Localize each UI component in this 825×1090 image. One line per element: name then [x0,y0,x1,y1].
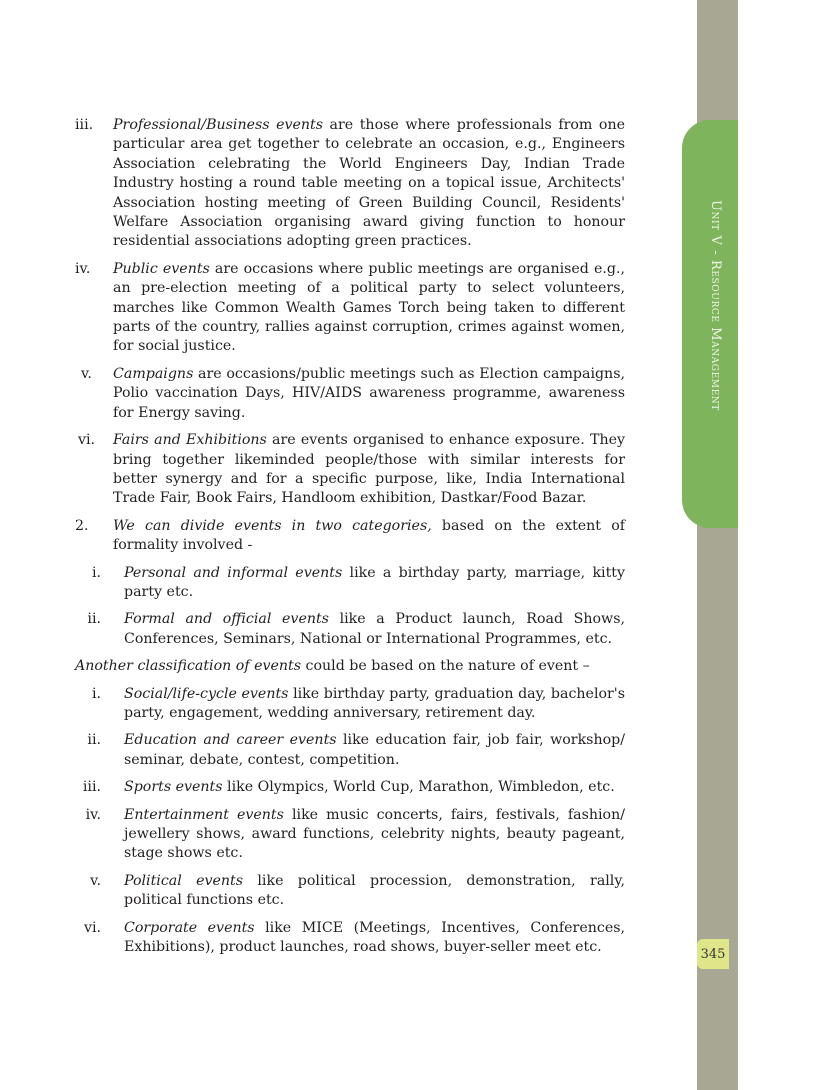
event-term: Formal and official events [124,611,329,628]
event-term: Entertainment events [124,806,284,823]
list-item [75,431,625,509]
list-marker: i. [91,564,101,581]
point-description: based on the extent of formality involved - [113,517,625,554]
list-marker: iv. [85,806,101,823]
list-item [75,260,625,357]
list-marker: iii. [82,779,101,796]
event-term: Fairs and Exhibitions [113,432,267,449]
list-marker: ii. [87,732,101,749]
classification-term: Another classification of events [75,658,302,675]
event-term: Social/life-cycle events [124,685,289,702]
list-item [75,685,625,724]
list-item [75,116,625,252]
event-description: are occasions/public meetings such as Election campaigns, Polio vaccination Days, HIV/AIDS awareness programme, awareness for Energy saving. [113,365,625,421]
list-marker: iii. [75,117,94,133]
event-term: Professional/Business events [113,117,324,133]
list-item [75,872,625,911]
event-description: are events organised to enhance exposure. They bring together likeminded people/those with similar interests for better synergy and for a specific purpose, like, India International Trade Fair, Book Fairs, Handloom exhibition, Dastkar/Food Bazar. [113,432,625,507]
event-description: like MICE (Meetings, Incentives, Conferences, Exhibitions), product launches, road shows, buyer-seller meet etc. [124,919,626,956]
event-description: like Olympics, World Cup, Marathon, Wimbledon, etc. [222,779,615,796]
list-item [75,365,625,423]
event-description: like birthday party, graduation day, bachelor's party, engagement, wedding anniversary, retirement day. [124,685,625,721]
list-marker: iv. [75,260,91,277]
numbered-point [75,517,625,556]
list-marker: i. [91,685,101,702]
event-term: Political events [124,872,244,889]
page-number: 345 [697,939,729,969]
list-item [75,778,625,797]
event-description: like education fair, job fair, workshop/ seminar, debate, contest, competition. [124,732,626,768]
list-marker: vi. [78,432,96,449]
list-item [75,564,625,603]
list-marker: vi. [83,919,101,936]
event-term: Personal and informal events [124,564,343,581]
list-item [75,731,625,770]
page-content [75,116,625,965]
list-marker: v. [90,872,101,889]
list-marker: 2. [75,517,89,534]
point-term: We can divide events in two categories, [113,517,432,534]
list-marker: v. [81,365,92,382]
list-item [75,806,625,864]
event-description: like a Product launch, Road Shows, Conferences, Seminars, National or International Programmes, etc. [124,611,625,647]
classification-text: could be based on the nature of event – [301,658,590,675]
event-description: are occasions where public meetings are organised e.g., an pre-election meeting of a political party to select volunteers, marches like Common Wealth Games Torch being taken to different parts of the country, rallies against corruption, crimes against women, for social justice. [113,260,625,355]
unit-label: Unit V - Resource Management [708,200,723,411]
event-description: are those where professionals from one particular area get together to celebrate an occasion, e.g., Engineers Association celebrating the World Engineers Day, Indian Trade Industry hosting a round table meeting on a topical issue, Architects' Association hosting meeting of Green Building Council, Residents' Welfare Association organising award giving function to honour residential associations adopting green practices. [113,117,625,250]
classification-intro [75,657,625,676]
event-term: Campaigns [113,365,194,382]
event-term: Public events [113,260,210,277]
list-marker: ii. [87,611,101,628]
event-term: Education and career events [124,732,337,749]
event-description: like music concerts, fairs, festivals, fashion/ jewellery shows, award functions, celebrity nights, beauty pageant, stage shows etc. [124,806,625,862]
list-item [75,610,625,649]
event-term: Sports events [124,779,223,796]
event-description: like political procession, demonstration, rally, political functions etc. [124,872,625,909]
event-description: like a birthday party, marriage, kitty party etc. [124,564,625,600]
list-item [75,919,625,958]
event-term: Corporate events [124,919,255,936]
